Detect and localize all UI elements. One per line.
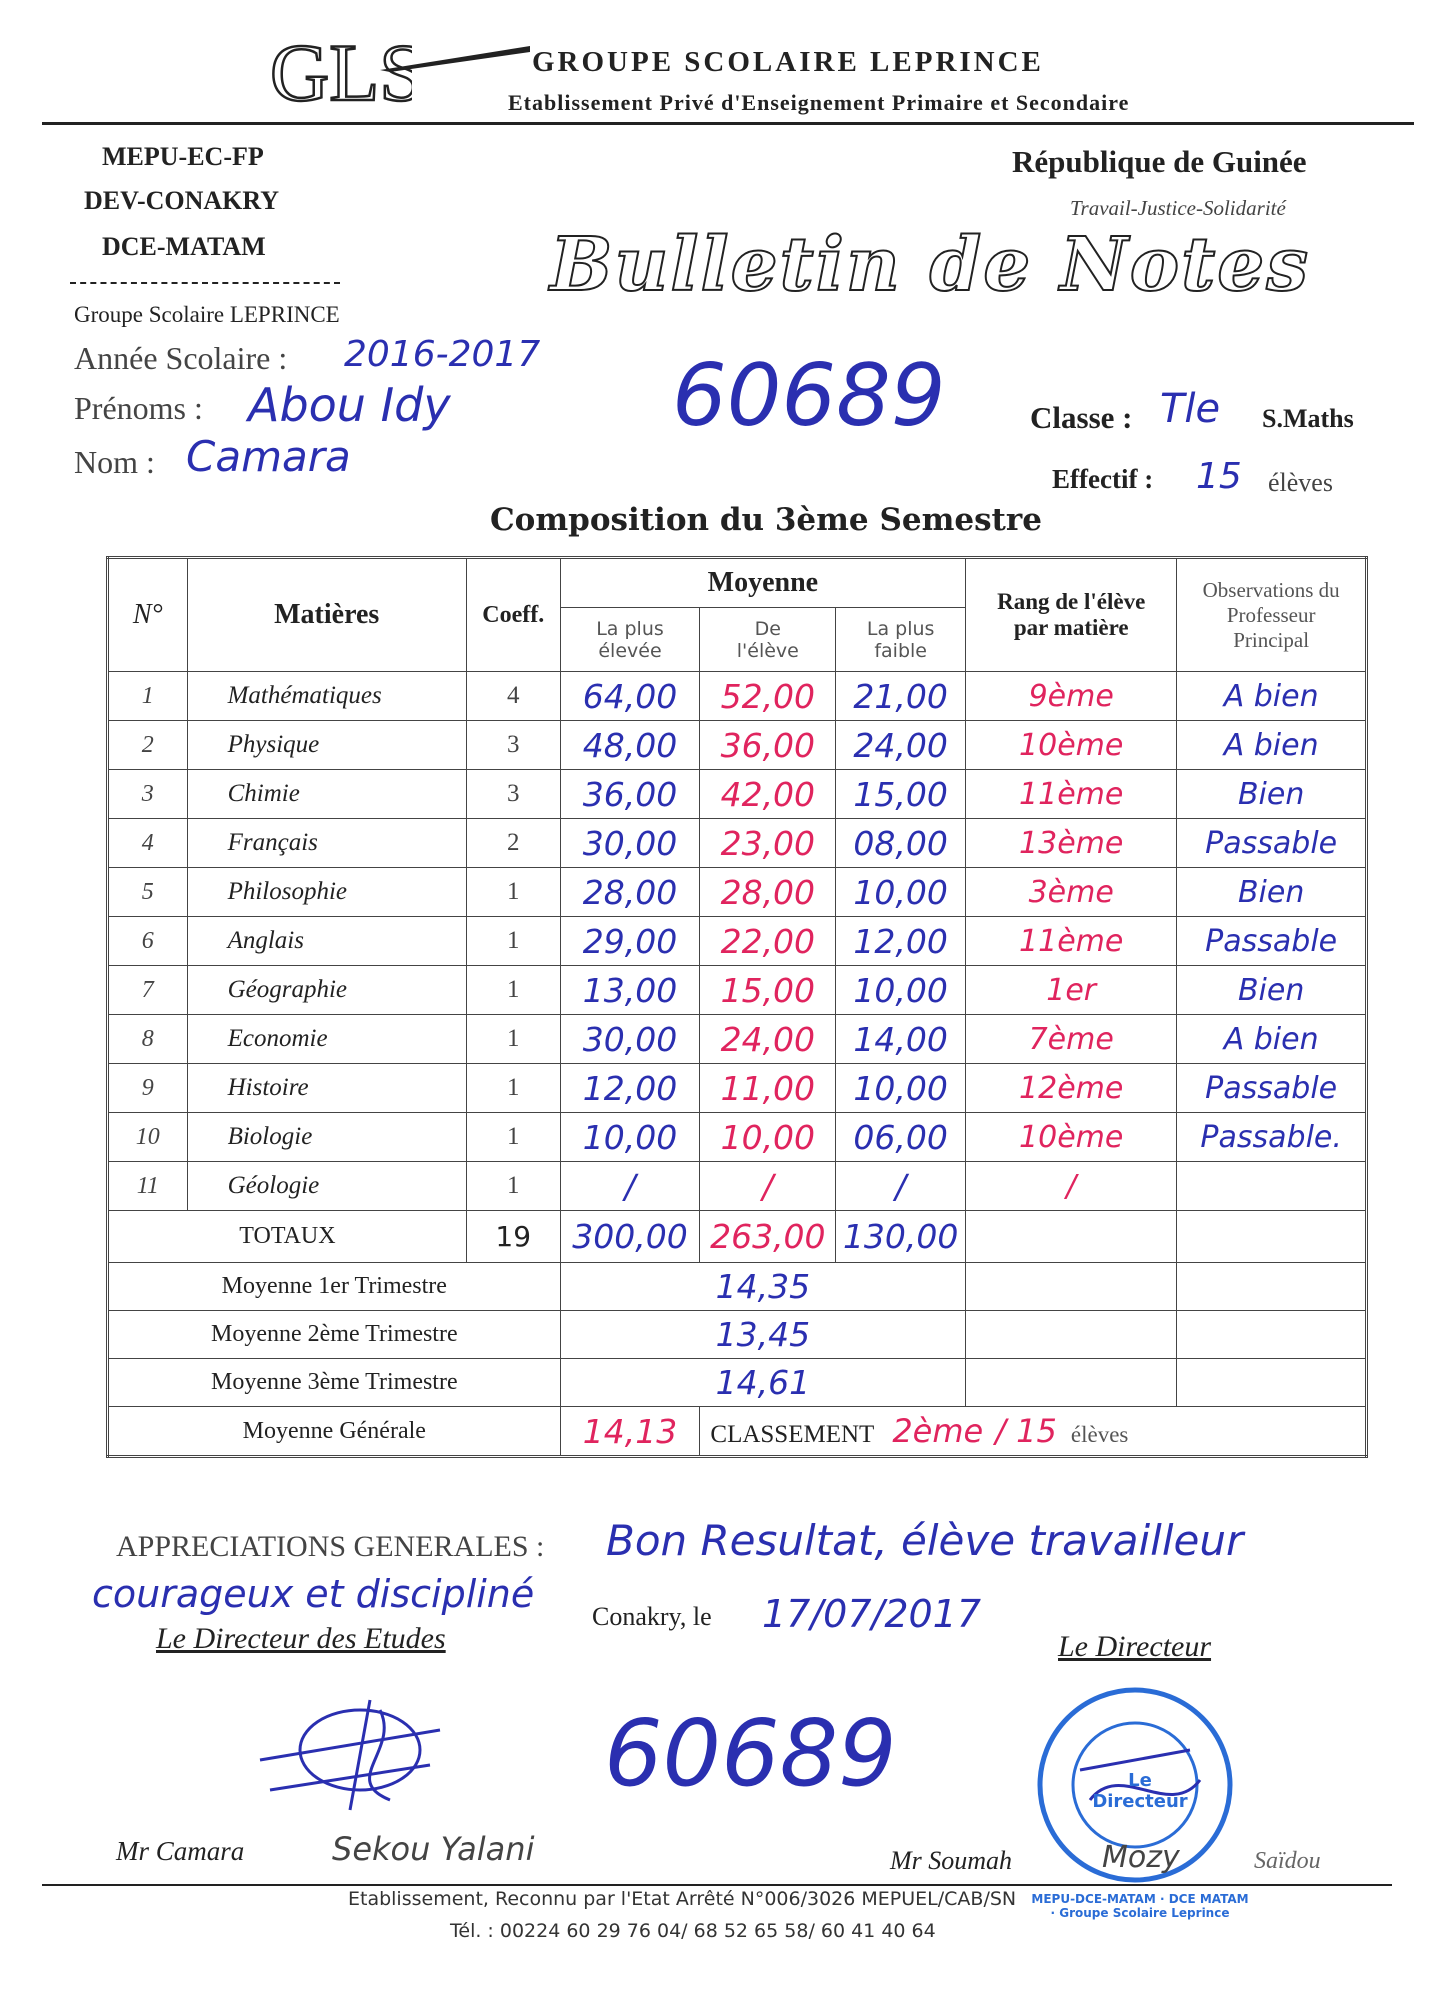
row-num: 1 <box>108 672 188 721</box>
moy2-row <box>108 1311 1367 1359</box>
right-signatory-name2: Saïdou <box>1254 1848 1321 1874</box>
prenoms-value: Abou Idy <box>248 378 451 432</box>
row-observation: A bien <box>1177 672 1367 721</box>
table-row <box>108 917 1367 966</box>
annee-value: 2016-2017 <box>344 334 541 375</box>
prenoms-label: Prénoms : <box>74 390 203 426</box>
logo-letters: GLS <box>270 28 412 118</box>
row-num: 6 <box>108 917 188 966</box>
row-coeff: 1 <box>466 1162 560 1211</box>
effectif-suffix: élèves <box>1268 468 1333 497</box>
col-eleve-header: De l'élève <box>700 608 836 672</box>
row-eleve: 23,00 <box>700 819 836 868</box>
totaux-coeff: 19 <box>466 1211 560 1263</box>
row-min: 14,00 <box>836 1015 966 1064</box>
moy2-empty-b <box>1177 1311 1367 1359</box>
appreciations-line1: Bon Resultat, élève travailleur <box>606 1516 1244 1565</box>
moy1-value: 14,35 <box>560 1263 966 1311</box>
col-matieres-header: Matières <box>187 558 466 672</box>
date-value: 17/07/2017 <box>762 1592 982 1636</box>
totaux-max: 300,00 <box>560 1211 700 1263</box>
date-label: Conakry, le <box>592 1602 712 1631</box>
col-observations-header: Observations du Professeur Principal <box>1177 558 1367 672</box>
row-rang: 12ème <box>966 1064 1177 1113</box>
row-coeff: 1 <box>466 868 560 917</box>
row-observation: A bien <box>1177 1015 1367 1064</box>
row-matiere: Mathématiques <box>187 672 466 721</box>
col-coeff-header: Coeff. <box>466 558 560 672</box>
col-min-header: La plus faible <box>836 608 966 672</box>
moy1-label: Moyenne 1er Trimestre <box>108 1263 561 1311</box>
row-max: 13,00 <box>560 966 700 1015</box>
big-number: 60689 <box>604 1700 897 1807</box>
row-min: 15,00 <box>836 770 966 819</box>
moy3-label: Moyenne 3ème Trimestre <box>108 1359 561 1407</box>
row-num: 4 <box>108 819 188 868</box>
row-min: 12,00 <box>836 917 966 966</box>
moy2-label: Moyenne 2ème Trimestre <box>108 1311 561 1359</box>
row-rang: 11ème <box>966 770 1177 819</box>
table-row <box>108 819 1367 868</box>
row-rang: 3ème <box>966 868 1177 917</box>
row-coeff: 3 <box>466 721 560 770</box>
row-eleve: 28,00 <box>700 868 836 917</box>
totaux-label: TOTAUX <box>108 1211 467 1263</box>
row-matiere: Chimie <box>187 770 466 819</box>
country-name: République de Guinée <box>1012 144 1307 179</box>
classe-value: Tle <box>1160 386 1221 432</box>
col-moyenne-header: Moyenne <box>560 558 966 608</box>
footer-rule <box>42 1884 1392 1886</box>
moy3-empty-a <box>966 1359 1177 1407</box>
document-title: Bulletin de Notes <box>550 222 1311 308</box>
row-min: / <box>836 1162 966 1211</box>
row-observation: A bien <box>1177 721 1367 770</box>
classement-label: CLASSEMENT <box>710 1421 875 1448</box>
row-max: 48,00 <box>560 721 700 770</box>
row-num: 2 <box>108 721 188 770</box>
totaux-eleve: 263,00 <box>700 1211 836 1263</box>
totaux-rang-empty <box>966 1211 1177 1263</box>
row-matiere: Français <box>187 819 466 868</box>
row-rang: 13ème <box>966 819 1177 868</box>
row-max: 64,00 <box>560 672 700 721</box>
table-row <box>108 868 1367 917</box>
left-signatory-hand: Sekou Yalani <box>332 1830 535 1868</box>
row-min: 10,00 <box>836 966 966 1015</box>
row-coeff: 1 <box>466 966 560 1015</box>
moy3-row <box>108 1359 1367 1407</box>
nom-label: Nom : <box>74 444 155 480</box>
directeur-etudes-label: Le Directeur des Etudes <box>156 1622 446 1655</box>
row-max: / <box>560 1162 700 1211</box>
moy1-row <box>108 1263 1367 1311</box>
moy-gen-label: Moyenne Générale <box>108 1407 561 1457</box>
nom-value: Camara <box>186 432 351 481</box>
row-matiere: Biologie <box>187 1113 466 1162</box>
classe-label: Classe : <box>1030 400 1133 435</box>
row-observation: Passable. <box>1177 1113 1367 1162</box>
row-matiere: Géographie <box>187 966 466 1015</box>
row-eleve: 36,00 <box>700 721 836 770</box>
moy2-empty-a <box>966 1311 1177 1359</box>
left-signatory-name: Mr Camara <box>116 1836 245 1866</box>
row-rang: / <box>966 1162 1177 1211</box>
row-observation: Passable <box>1177 1064 1367 1113</box>
table-row <box>108 770 1367 819</box>
right-signatory-hand: Mozy <box>1102 1840 1180 1875</box>
moy-gen-row <box>108 1407 1367 1457</box>
table-row <box>108 721 1367 770</box>
ministry-line: MEPU-EC-FP <box>102 142 264 171</box>
row-num: 5 <box>108 868 188 917</box>
row-matiere: Economie <box>187 1015 466 1064</box>
table-row <box>108 1064 1367 1113</box>
row-matiere: Anglais <box>187 917 466 966</box>
row-min: 06,00 <box>836 1113 966 1162</box>
row-num: 8 <box>108 1015 188 1064</box>
school-name: GROUPE SCOLAIRE LEPRINCE <box>532 46 1044 78</box>
row-coeff: 4 <box>466 672 560 721</box>
classement-cell <box>700 1407 1367 1457</box>
row-matiere: Géologie <box>187 1162 466 1211</box>
row-matiere: Histoire <box>187 1064 466 1113</box>
classe-suffix: S.Maths <box>1262 404 1354 433</box>
row-num: 11 <box>108 1162 188 1211</box>
row-rang: 10ème <box>966 721 1177 770</box>
classement-suffix: élèves <box>1070 1422 1129 1447</box>
table-row <box>108 672 1367 721</box>
row-coeff: 2 <box>466 819 560 868</box>
row-eleve: 11,00 <box>700 1064 836 1113</box>
moy-gen-value: 14,13 <box>560 1407 700 1457</box>
moy3-empty-b <box>1177 1359 1367 1407</box>
dashed-rule <box>70 282 340 284</box>
composition-title: Composition du 3ème Semestre <box>490 502 1042 538</box>
direction-line: DEV-CONAKRY <box>84 186 280 215</box>
effectif-value: 15 <box>1196 456 1242 497</box>
legal-notice: Etablissement, Reconnu par l'Etat Arrêté N°006/3026 MEPUEL/CAB/SN <box>348 1888 1017 1910</box>
row-coeff: 1 <box>466 1064 560 1113</box>
row-max: 30,00 <box>560 819 700 868</box>
row-coeff: 1 <box>466 1015 560 1064</box>
col-num-header: N° <box>108 558 188 672</box>
moy1-empty-b <box>1177 1263 1367 1311</box>
row-observation: Bien <box>1177 770 1367 819</box>
school-label: Groupe Scolaire LEPRINCE <box>74 302 340 327</box>
right-signatory-name: Mr Soumah <box>890 1846 1013 1875</box>
row-coeff: 1 <box>466 1113 560 1162</box>
row-min: 10,00 <box>836 1064 966 1113</box>
moy2-value: 13,45 <box>560 1311 966 1359</box>
stamp-center-text: Le Directeur <box>1092 1770 1188 1812</box>
row-max: 29,00 <box>560 917 700 966</box>
row-max: 10,00 <box>560 1113 700 1162</box>
row-rang: 9ème <box>966 672 1177 721</box>
row-eleve: 10,00 <box>700 1113 836 1162</box>
row-eleve: 22,00 <box>700 917 836 966</box>
logo-swoosh <box>380 44 530 79</box>
row-min: 08,00 <box>836 819 966 868</box>
row-eleve: 52,00 <box>700 672 836 721</box>
moy3-value: 14,61 <box>560 1359 966 1407</box>
student-number: 60689 <box>672 346 946 446</box>
row-matiere: Physique <box>187 721 466 770</box>
row-num: 9 <box>108 1064 188 1113</box>
row-eleve: 15,00 <box>700 966 836 1015</box>
classement-total: / 15 <box>995 1412 1057 1450</box>
row-max: 36,00 <box>560 770 700 819</box>
stamp-ring-text: MEPU-DCE-MATAM · DCE MATAM · Groupe Scolaire Leprince <box>1031 1892 1249 1920</box>
row-num: 7 <box>108 966 188 1015</box>
row-min: 21,00 <box>836 672 966 721</box>
header-rule <box>42 122 1414 125</box>
country-motto: Travail-Justice-Solidarité <box>1070 196 1286 220</box>
table-row <box>108 966 1367 1015</box>
row-observation: Bien <box>1177 868 1367 917</box>
row-matiere: Philosophie <box>187 868 466 917</box>
row-num: 3 <box>108 770 188 819</box>
dce-line: DCE-MATAM <box>102 232 266 261</box>
totaux-obs-empty <box>1177 1211 1367 1263</box>
col-max-header: La plus élevée <box>560 608 700 672</box>
row-min: 10,00 <box>836 868 966 917</box>
row-observation: Passable <box>1177 917 1367 966</box>
grades-table <box>106 556 1368 1458</box>
col-rang-header: Rang de l'élève par matière <box>966 558 1177 672</box>
appreciations-label: APPRECIATIONS GENERALES : <box>116 1530 545 1563</box>
school-subtitle: Etablissement Privé d'Enseignement Primaire et Secondaire <box>508 90 1130 115</box>
effectif-label: Effectif : <box>1052 464 1154 494</box>
table-row <box>108 1162 1367 1211</box>
row-observation: Passable <box>1177 819 1367 868</box>
row-max: 30,00 <box>560 1015 700 1064</box>
table-row <box>108 1113 1367 1162</box>
totaux-row <box>108 1211 1367 1263</box>
row-max: 28,00 <box>560 868 700 917</box>
row-max: 12,00 <box>560 1064 700 1113</box>
row-min: 24,00 <box>836 721 966 770</box>
row-observation <box>1177 1162 1367 1211</box>
directeur-label: Le Directeur <box>1058 1630 1212 1663</box>
annee-label: Année Scolaire : <box>74 340 288 376</box>
totaux-min: 130,00 <box>836 1211 966 1263</box>
row-coeff: 3 <box>466 770 560 819</box>
row-num: 10 <box>108 1113 188 1162</box>
phone-numbers: Tél. : 00224 60 29 76 04/ 68 52 65 58/ 60 41 40 64 <box>450 1920 936 1942</box>
row-eleve: 24,00 <box>700 1015 836 1064</box>
director-of-studies-signature <box>250 1690 450 1825</box>
row-observation: Bien <box>1177 966 1367 1015</box>
row-rang: 1er <box>966 966 1177 1015</box>
classement-value: 2ème <box>892 1412 984 1450</box>
table-row <box>108 1015 1367 1064</box>
moy1-empty-a <box>966 1263 1177 1311</box>
row-eleve: 42,00 <box>700 770 836 819</box>
row-coeff: 1 <box>466 917 560 966</box>
row-eleve: / <box>700 1162 836 1211</box>
row-rang: 11ème <box>966 917 1177 966</box>
row-rang: 10ème <box>966 1113 1177 1162</box>
appreciations-line2: courageux et discipliné <box>92 1572 535 1616</box>
row-rang: 7ème <box>966 1015 1177 1064</box>
